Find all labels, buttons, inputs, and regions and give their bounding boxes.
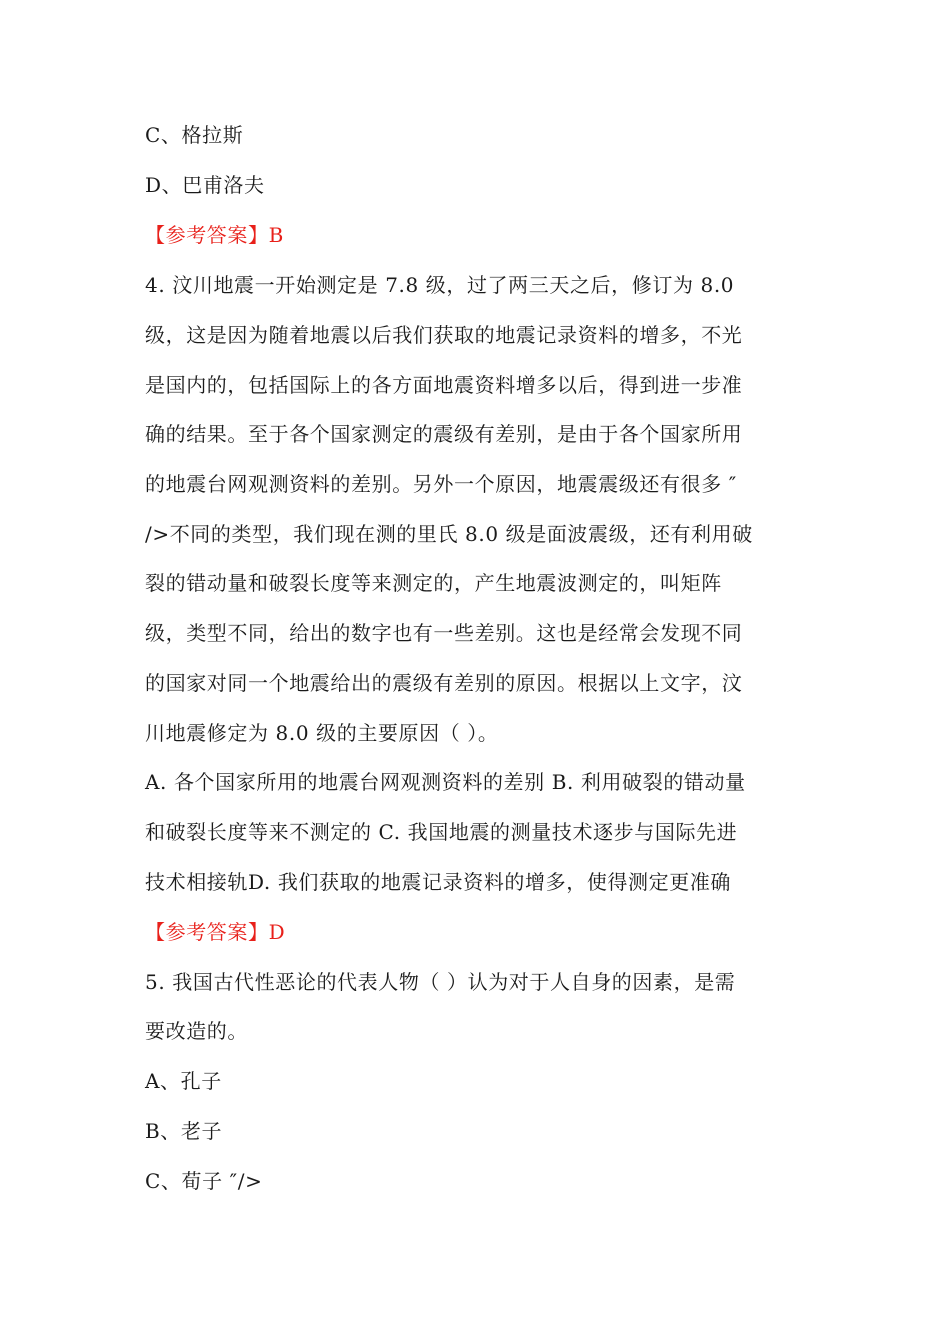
q4-answer: [145, 912, 810, 952]
q5-line-1: 5. 我国古代性恶论的代表人物（ ）认为对于人自身的因素，是需: [145, 970, 736, 994]
answer-value: D: [268, 920, 286, 944]
q4-line-10: 川地震修定为 8.0 级的主要原因（ ）。: [145, 721, 499, 745]
q4-options-line-2: 和破裂长度等来不测定的 C. 我国地震的测量技术逐步与国际先进: [145, 820, 738, 844]
answer-label: 【参考答案】: [145, 223, 269, 247]
q3-answer: [145, 215, 810, 255]
q4-line-7: 裂的错动量和破裂长度等来测定的，产生地震波测定的，叫矩阵: [145, 571, 722, 595]
q5-option-c: C、荀子 ″/>: [145, 1169, 263, 1193]
q5-option-a: A、孔子: [145, 1069, 222, 1093]
q3-option-c: C、格拉斯: [145, 123, 244, 147]
q4-line-6: />不同的类型，我们现在测的里氏 8.0 级是面波震级，还有利用破: [145, 522, 753, 546]
q4-line-9: 的国家对同一个地震给出的震级有差别的原因。根据以上文字，汶: [145, 671, 743, 695]
q5-line-2: 要改造的。: [145, 1019, 248, 1043]
answer-label: 【参考答案】: [145, 920, 269, 944]
q4-options-line-1: A. 各个国家所用的地震台网观测资料的差别 B. 利用破裂的错动量: [145, 770, 746, 794]
q4-line-2: 级，这是因为随着地震以后我们获取的地震记录资料的增多，不光: [145, 323, 743, 347]
q4-line-4: 确的结果。至于各个国家测定的震级有差别，是由于各个国家所用: [145, 422, 743, 446]
q4-options-line-3: 技术相接轨D. 我们获取的地震记录资料的增多，使得测定更准确: [145, 870, 732, 894]
q4-line-3: 是国内的，包括国际上的各方面地震资料增多以后，得到进一步准: [145, 373, 743, 397]
q4-line-1: 4. 汶川地震一开始测定是 7.8 级，过了两三天之后，修订为 8.0: [145, 273, 735, 297]
q3-option-d: D、巴甫洛夫: [145, 173, 265, 197]
q4-line-8: 级，类型不同，给出的数字也有一些差别。这也是经常会发现不同: [145, 621, 743, 645]
q5-option-b: B、老子: [145, 1119, 223, 1143]
q4-line-5: 的地震台网观测资料的差别。另外一个原因，地震震级还有很多 ″: [145, 472, 737, 496]
answer-value: B: [268, 223, 284, 247]
